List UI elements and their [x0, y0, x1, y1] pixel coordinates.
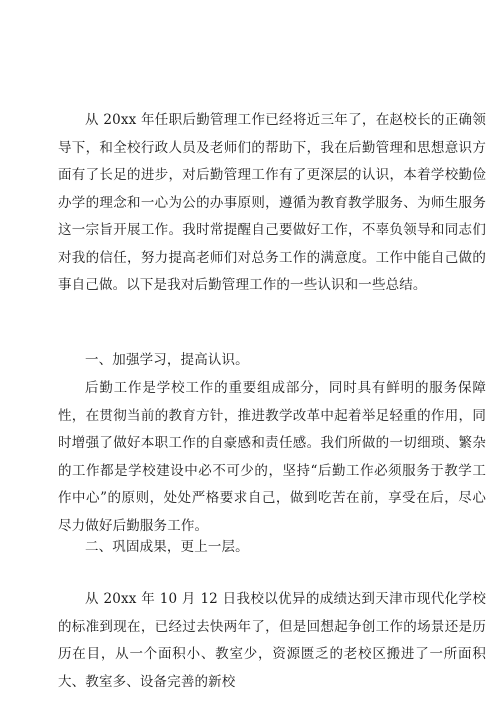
paragraph-intro: 从 20xx 年任职后勤管理工作已经将近三年了，在赵校长的正确领导下，和全校行政人员及老师们的帮助下，我在后勤管理和思想意识方面有了长足的进步，对后勤管理工作有了更深层的认识，本着学校勤俭办学的理念和一心为公的办事原则，遵循为教育教学服务、为师生服务这一宗旨开展工作。我时常提醒自己要做好工作，不辜负领导和同志们对我的信任，努力提高老师们对总务工作的满意度。工作中能自己做的事自己做。以下是我对后勤管理工作的一些认识和一些总结。 [58, 112, 486, 293]
section-heading-1: 一、加强学习，提高认识。 [85, 352, 249, 368]
paragraph-section-2: 从 20xx 年 10 月 12 日我校以优异的成绩达到天津市现代化学校的标准到现在，已经过去快两年了，但是回想起争创工作的场景还是历历在目，从一个面积小、教室少，资源匮乏的老校区搬进了一所面积大、教室多、设备完善的新校 [58, 591, 486, 690]
section-heading-2: 二、巩固成果，更上一层。 [85, 539, 249, 555]
paragraph-section-1: 后勤工作是学校工作的重要组成部分，同时具有鲜明的服务保障性，在贯彻当前的教育方针，推进教学改革中起着举足轻重的作用，同时增强了做好本职工作的自豪感和责任感。我们所做的一切细琐、繁杂的工作都是学校建设中必不可少的，坚持“后勤工作必须服务于教学工作中心”的原则，处处严格要求自己，做到吃苦在前，享受在后，尽心尽力做好后勤服务工作。 [58, 380, 486, 534]
